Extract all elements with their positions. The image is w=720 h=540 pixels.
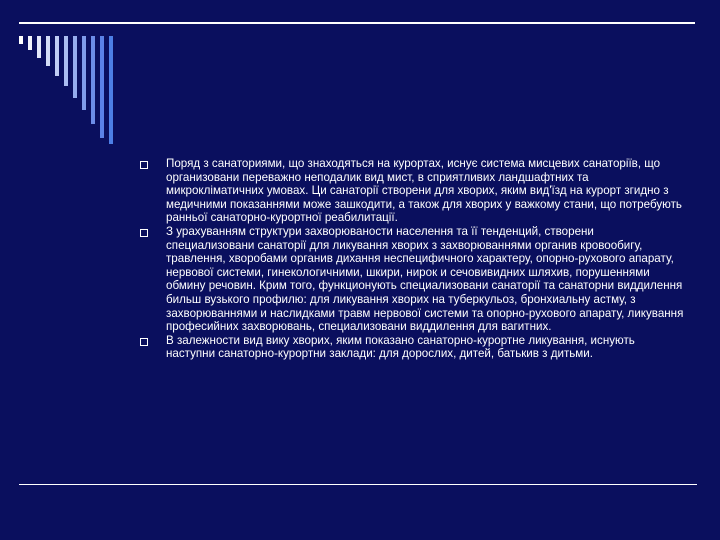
stripe-6 bbox=[64, 36, 68, 86]
decorative-stripes bbox=[0, 0, 720, 160]
hollow-square-bullet-icon bbox=[140, 338, 148, 346]
bullet-item-3 bbox=[140, 334, 685, 361]
bullet-text-3: В залежности вид вику хворих, яким показано санаторно-курортне ликування, иснують наступни санаторно-курортни заклади: для дорослих, дитей, батькив з дитьми. bbox=[166, 333, 635, 361]
bottom-divider-line bbox=[19, 484, 697, 485]
stripe-10 bbox=[100, 36, 104, 138]
stripe-11 bbox=[109, 36, 113, 144]
stripe-7 bbox=[73, 36, 77, 98]
stripe-4 bbox=[46, 36, 50, 66]
bullet-item-2 bbox=[140, 225, 685, 334]
stripe-8 bbox=[82, 36, 86, 110]
bullet-text-1: Поряд з санаториями, що знаходяться на курортах, иснує система мисцевих санаторіїв, що организовани переважно неподалик вид мист, в сприятливих ландшафтних та микрокліматичних умовах. Ци санаторії створени для хворих, яким вид'їзд на курорт згидно з медичними показаннями може зашкодити, а також для хворих у важкому стани, що потребують ранньої санаторно-курортної реабилитації. bbox=[166, 157, 682, 225]
stripe-2 bbox=[28, 36, 32, 50]
hollow-square-bullet-icon bbox=[140, 161, 148, 169]
stripe-5 bbox=[55, 36, 59, 76]
stripe-1 bbox=[19, 36, 23, 44]
stripe-3 bbox=[37, 36, 41, 58]
bullet-item-1 bbox=[140, 157, 685, 225]
bullet-text-2: З урахуванням структури захворюваности населення та її тенденций, створени специализовани санаторії для ликування хворих з захворюваннями органив кровообигу, травлення, хворобами органив дихання неспецифичного характеру, опорно-рухового апарату, нервової системи, гинекологичними, шкири, нирок и сечовивидних шляхив, порушеннями обмину речовин. Крим того, функционують специализовани санаторії та санаторни виддилення бильш вузького профилю: для ликування хворих на туберкульоз, бронхиальну астму, з захворюваннями и наслидками травм нервової системи та опорно-рухового апарату, ликування професийних захворювань, специализовани виддилення для вагитних. bbox=[166, 224, 684, 334]
hollow-square-bullet-icon bbox=[140, 229, 148, 237]
stripe-9 bbox=[91, 36, 95, 124]
bullet-list bbox=[140, 157, 685, 361]
